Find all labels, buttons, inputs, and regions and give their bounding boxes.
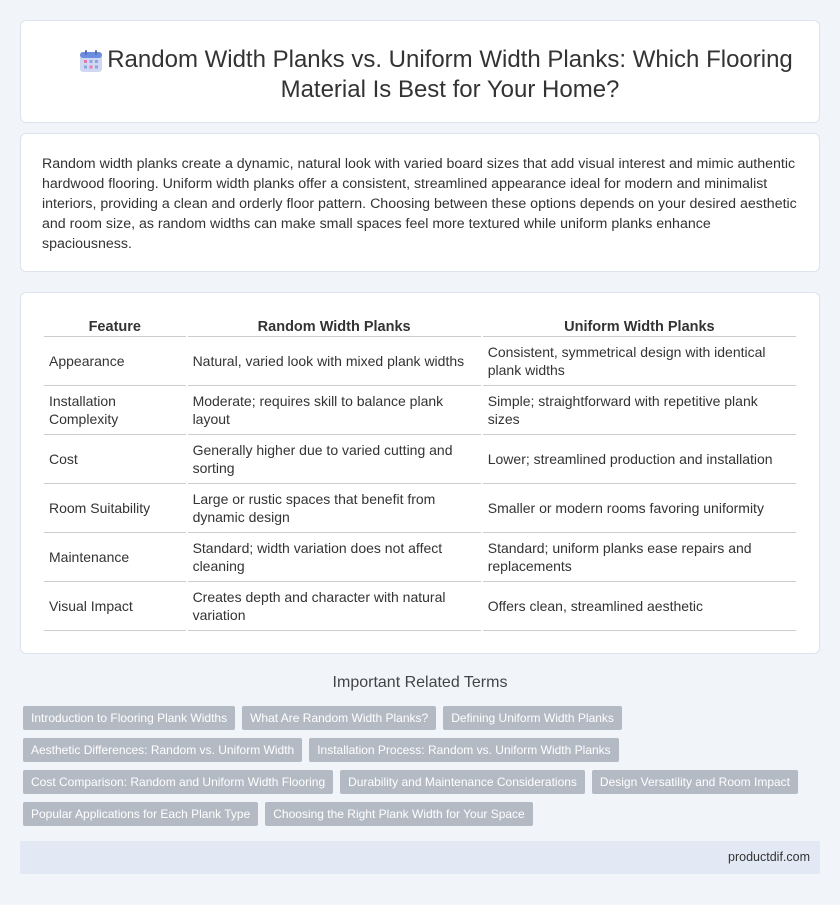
- header-feature: Feature: [44, 315, 186, 337]
- intro-paragraph: Random width planks create a dynamic, natural look with varied board sizes that add visual interest and mimic authentic hardwood flooring. Uniform width planks offer a consistent, streamlined appearance ideal for modern and minimalist interiors, providing a clean and orderly floor pattern. Choosing between these options depends on your desired aesthetic and room size, as random widths can make small spaces feel more textured while uniform planks enhance spaciousness.: [42, 156, 797, 252]
- related-term-tag[interactable]: Durability and Maintenance Considerations: [340, 770, 585, 794]
- related-term-tag[interactable]: Defining Uniform Width Planks: [443, 706, 622, 730]
- feature-cell: Installation Complexity: [44, 386, 186, 435]
- table-row: [44, 386, 796, 435]
- comparison-table: [42, 315, 798, 631]
- random-cell: Creates depth and character with natural variation: [188, 582, 481, 631]
- related-term-tag[interactable]: Installation Process: Random vs. Uniform Width Planks: [309, 738, 618, 762]
- feature-cell: Room Suitability: [44, 484, 186, 533]
- random-cell: Standard; width variation does not affect cleaning: [188, 533, 481, 582]
- related-term-tag[interactable]: Choosing the Right Plank Width for Your Space: [265, 802, 532, 826]
- feature-cell: Appearance: [44, 337, 186, 386]
- header-uniform-width: Uniform Width Planks: [483, 315, 796, 337]
- uniform-cell: Offers clean, streamlined aesthetic: [483, 582, 796, 631]
- header-random-width: Random Width Planks: [188, 315, 481, 337]
- related-term-tag[interactable]: What Are Random Width Planks?: [242, 706, 436, 730]
- related-term-tag[interactable]: Cost Comparison: Random and Uniform Width Flooring: [23, 770, 333, 794]
- uniform-cell: Simple; straightforward with repetitive plank sizes: [483, 386, 796, 435]
- table-row: [44, 533, 796, 582]
- uniform-cell: Consistent, symmetrical design with identical plank widths: [483, 337, 796, 386]
- related-term-tag[interactable]: Popular Applications for Each Plank Type: [23, 802, 258, 826]
- related-term-tag[interactable]: Design Versatility and Room Impact: [592, 770, 798, 794]
- related-term-tag[interactable]: Introduction to Flooring Plank Widths: [23, 706, 235, 730]
- comparison-table-card: [20, 292, 820, 654]
- footer-site-link[interactable]: productdif.com: [728, 850, 810, 864]
- title-card: [20, 20, 820, 123]
- table-row: [44, 337, 796, 386]
- table-header-row: [44, 315, 796, 337]
- table-row: [44, 484, 796, 533]
- uniform-cell: Lower; streamlined production and installation: [483, 435, 796, 484]
- uniform-cell: Smaller or modern rooms favoring uniformity: [483, 484, 796, 533]
- random-cell: Moderate; requires skill to balance plank layout: [188, 386, 481, 435]
- table-row: [44, 435, 796, 484]
- feature-cell: Visual Impact: [44, 582, 186, 631]
- related-term-tag[interactable]: Aesthetic Differences: Random vs. Uniform Width: [23, 738, 302, 762]
- feature-cell: Maintenance: [44, 533, 186, 582]
- calendar-grid-icon: [79, 49, 103, 73]
- intro-card: [20, 133, 820, 272]
- random-cell: Large or rustic spaces that benefit from dynamic design: [188, 484, 481, 533]
- uniform-cell: Standard; uniform planks ease repairs and replacements: [483, 533, 796, 582]
- footer: [20, 841, 820, 874]
- related-terms-list: [23, 706, 803, 834]
- random-cell: Generally higher due to varied cutting and sorting: [188, 435, 481, 484]
- page-title: Random Width Planks vs. Uniform Width Planks: Which Flooring Material Is Best for Your Home?: [107, 46, 793, 103]
- table-row: [44, 582, 796, 631]
- related-terms-heading: Important Related Terms: [332, 674, 508, 691]
- feature-cell: Cost: [44, 435, 186, 484]
- random-cell: Natural, varied look with mixed plank widths: [188, 337, 481, 386]
